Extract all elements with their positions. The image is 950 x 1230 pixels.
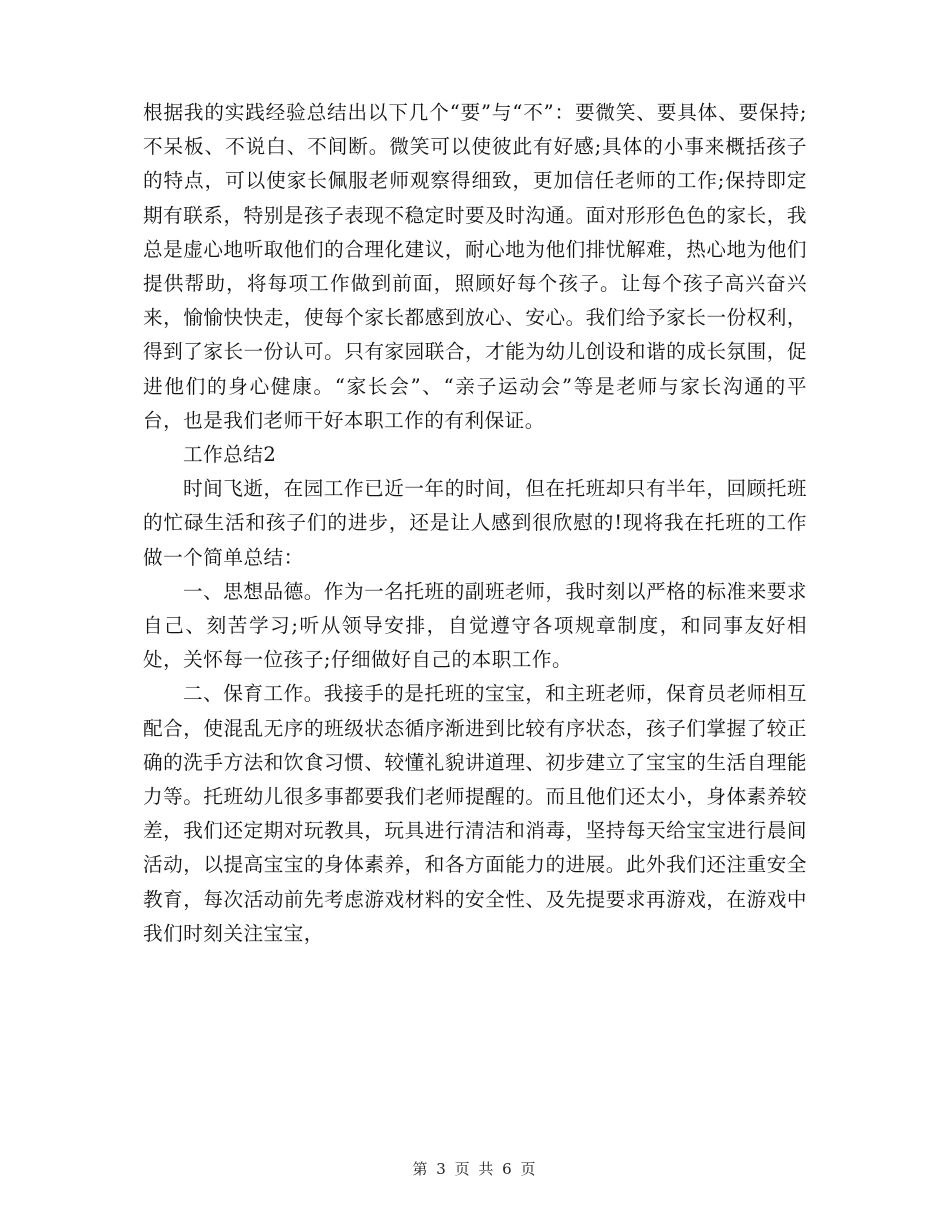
paragraph-care: 二、保育工作。我接手的是托班的宝宝，和主班老师，保育员老师相互配合，使混乱无序的班级状态循序渐进到比较有序状态，孩子们掌握了较正确的洗手方法和饮食习惯、较懂礼貌讲道理、初步建立了宝宝的生活自理能力等。托班幼儿很多事都要我们老师提醒的。而且他们还太小，身体素养较差，我们还定期对玩教具，玩具进行清洁和消毒，坚持每天给宝宝进行晨间活动，以提高宝宝的身体素养，和各方面能力的进展。此外我们还注重安全教育，每次活动前先考虑游戏材料的安全性、及先提要求再游戏，在游戏中我们时刻关注宝宝， xyxy=(143,682,807,945)
section-heading: 工作总结2 xyxy=(183,443,277,467)
paragraph-moral: 一、思想品德。作为一名托班的副班老师，我时刻以严格的标准来要求自己、刻苦学习;听从领导安排，自觉遵守各项规章制度，和同事友好相处，关怀每一位孩子;仔细做好自己的本职工作。 xyxy=(143,579,807,672)
page-number-footer: 第 3 页 共 6 页 xyxy=(412,1160,538,1178)
paragraph-intro: 时间飞逝，在园工作已近一年的时间，但在托班却只有半年，回顾托班的忙碌生活和孩子们的进步，还是让人感到很欣慰的!现将我在托班的工作做一个简单总结： xyxy=(143,477,807,569)
document-body xyxy=(143,96,807,951)
paragraph-continuation: 根据我的实践经验总结出以下几个“要”与“不”：要微笑、要具体、要保持;不呆板、不说白、不间断。微笑可以使彼此有好感;具体的小事来概括孩子的特点，可以使家长佩服老师观察得细致，更加信任老师的工作;保持即定期有联系，特别是孩子表现不稳定时要及时沟通。面对形形色色的家长，我总是虚心地听取他们的合理化建议，耐心地为他们排忧解难，热心地为他们提供帮助，将每项工作做到前面，照顾好每个孩子。让每个孩子高兴奋兴来，愉愉快快走，使每个家长都感到放心、安心。我们给予家长一份权利，得到了家长一份认可。只有家园联合，才能为幼儿创设和谐的成长氛围，促进他们的身心健康。“家长会”、“亲子运动会”等是老师与家长沟通的平台，也是我们老师干好本职工作的有利保证。 xyxy=(143,101,807,432)
